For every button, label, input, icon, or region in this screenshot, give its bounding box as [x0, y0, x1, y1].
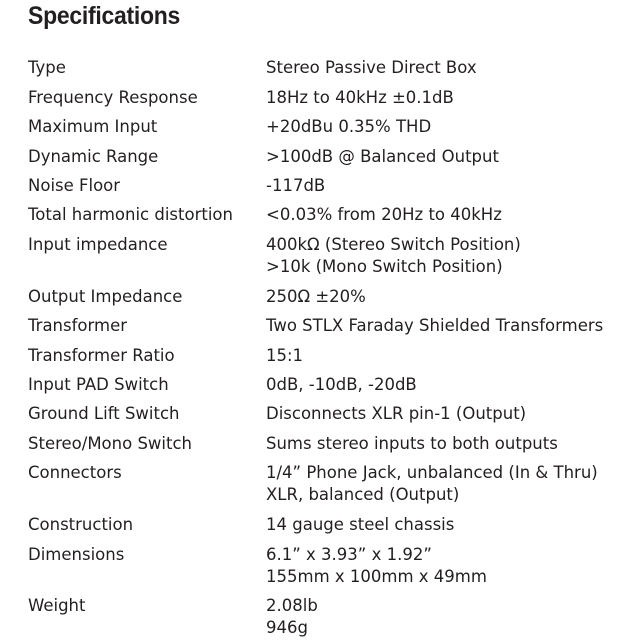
- spec-value-line: 1/4” Phone Jack, unbalanced (In & Thru): [266, 463, 598, 482]
- spec-value: [266, 87, 454, 109]
- spec-label: Noise Floor: [28, 176, 121, 195]
- spec-value: [266, 116, 431, 138]
- spec-value-line: 2.08lb: [266, 596, 318, 615]
- spec-label: Type: [28, 58, 66, 77]
- spec-label: Ground Lift Switch: [28, 404, 180, 423]
- spec-value: [266, 57, 477, 79]
- spec-value: [266, 403, 526, 425]
- spec-label: Stereo/Mono Switch: [28, 434, 193, 453]
- spec-value: [266, 286, 366, 308]
- spec-value-line: >100dB @ Balanced Output: [266, 147, 499, 166]
- spec-value-line: Sums stereo inputs to both outputs: [266, 434, 558, 453]
- spec-label: Construction: [28, 515, 134, 534]
- spec-value-line: 6.1” x 3.93” x 1.92”: [266, 545, 432, 564]
- spec-value: [266, 433, 558, 455]
- spec-value-line: 250Ω ±20%: [266, 287, 366, 306]
- spec-value: [266, 146, 499, 168]
- spec-value-line: 155mm x 100mm x 49mm: [266, 567, 487, 586]
- spec-value-line: >10k (Mono Switch Position): [266, 257, 503, 276]
- spec-label: Transformer Ratio: [28, 346, 175, 365]
- spec-label: Maximum Input: [28, 117, 158, 136]
- spec-value-line: <0.03% from 20Hz to 40kHz: [266, 205, 502, 224]
- page-title: Specifications: [28, 2, 181, 30]
- spec-label: Input impedance: [28, 235, 168, 254]
- spec-value: [266, 462, 598, 506]
- spec-value: [266, 234, 521, 278]
- spec-value: [266, 345, 303, 367]
- spec-value-line: 18Hz to 40kHz ±0.1dB: [266, 88, 454, 107]
- spec-label: Transformer: [28, 316, 128, 335]
- spec-value: [266, 204, 502, 226]
- spec-value-line: 400kΩ (Stereo Switch Position): [266, 235, 521, 254]
- spec-value-line: 14 gauge steel chassis: [266, 515, 455, 534]
- spec-value-line: -117dB: [266, 176, 326, 195]
- spec-value: [266, 544, 487, 588]
- spec-value-line: +20dBu 0.35% THD: [266, 117, 432, 136]
- spec-label: Dimensions: [28, 545, 125, 564]
- spec-value: [266, 595, 318, 639]
- spec-value-line: XLR, balanced (Output): [266, 485, 460, 504]
- spec-label: Total harmonic distortion: [28, 205, 233, 224]
- spec-value-line: Disconnects XLR pin-1 (Output): [266, 404, 527, 423]
- spec-value-line: 15:1: [266, 346, 304, 365]
- spec-label: Dynamic Range: [28, 147, 159, 166]
- spec-label: Input PAD Switch: [28, 375, 169, 394]
- spec-value-line: Two STLX Faraday Shielded Transformers: [266, 316, 604, 335]
- spec-value-line: Stereo Passive Direct Box: [266, 58, 477, 77]
- spec-value: [266, 315, 603, 337]
- spec-value: [266, 374, 417, 396]
- spec-label: Frequency Response: [28, 88, 198, 107]
- spec-value-line: 0dB, -10dB, -20dB: [266, 375, 417, 394]
- spec-value-line: 946g: [266, 618, 308, 637]
- spec-label: Weight: [28, 596, 86, 615]
- spec-label: Connectors: [28, 463, 122, 482]
- spec-label: Output Impedance: [28, 287, 183, 306]
- spec-value: [266, 175, 325, 197]
- spec-value: [266, 514, 454, 536]
